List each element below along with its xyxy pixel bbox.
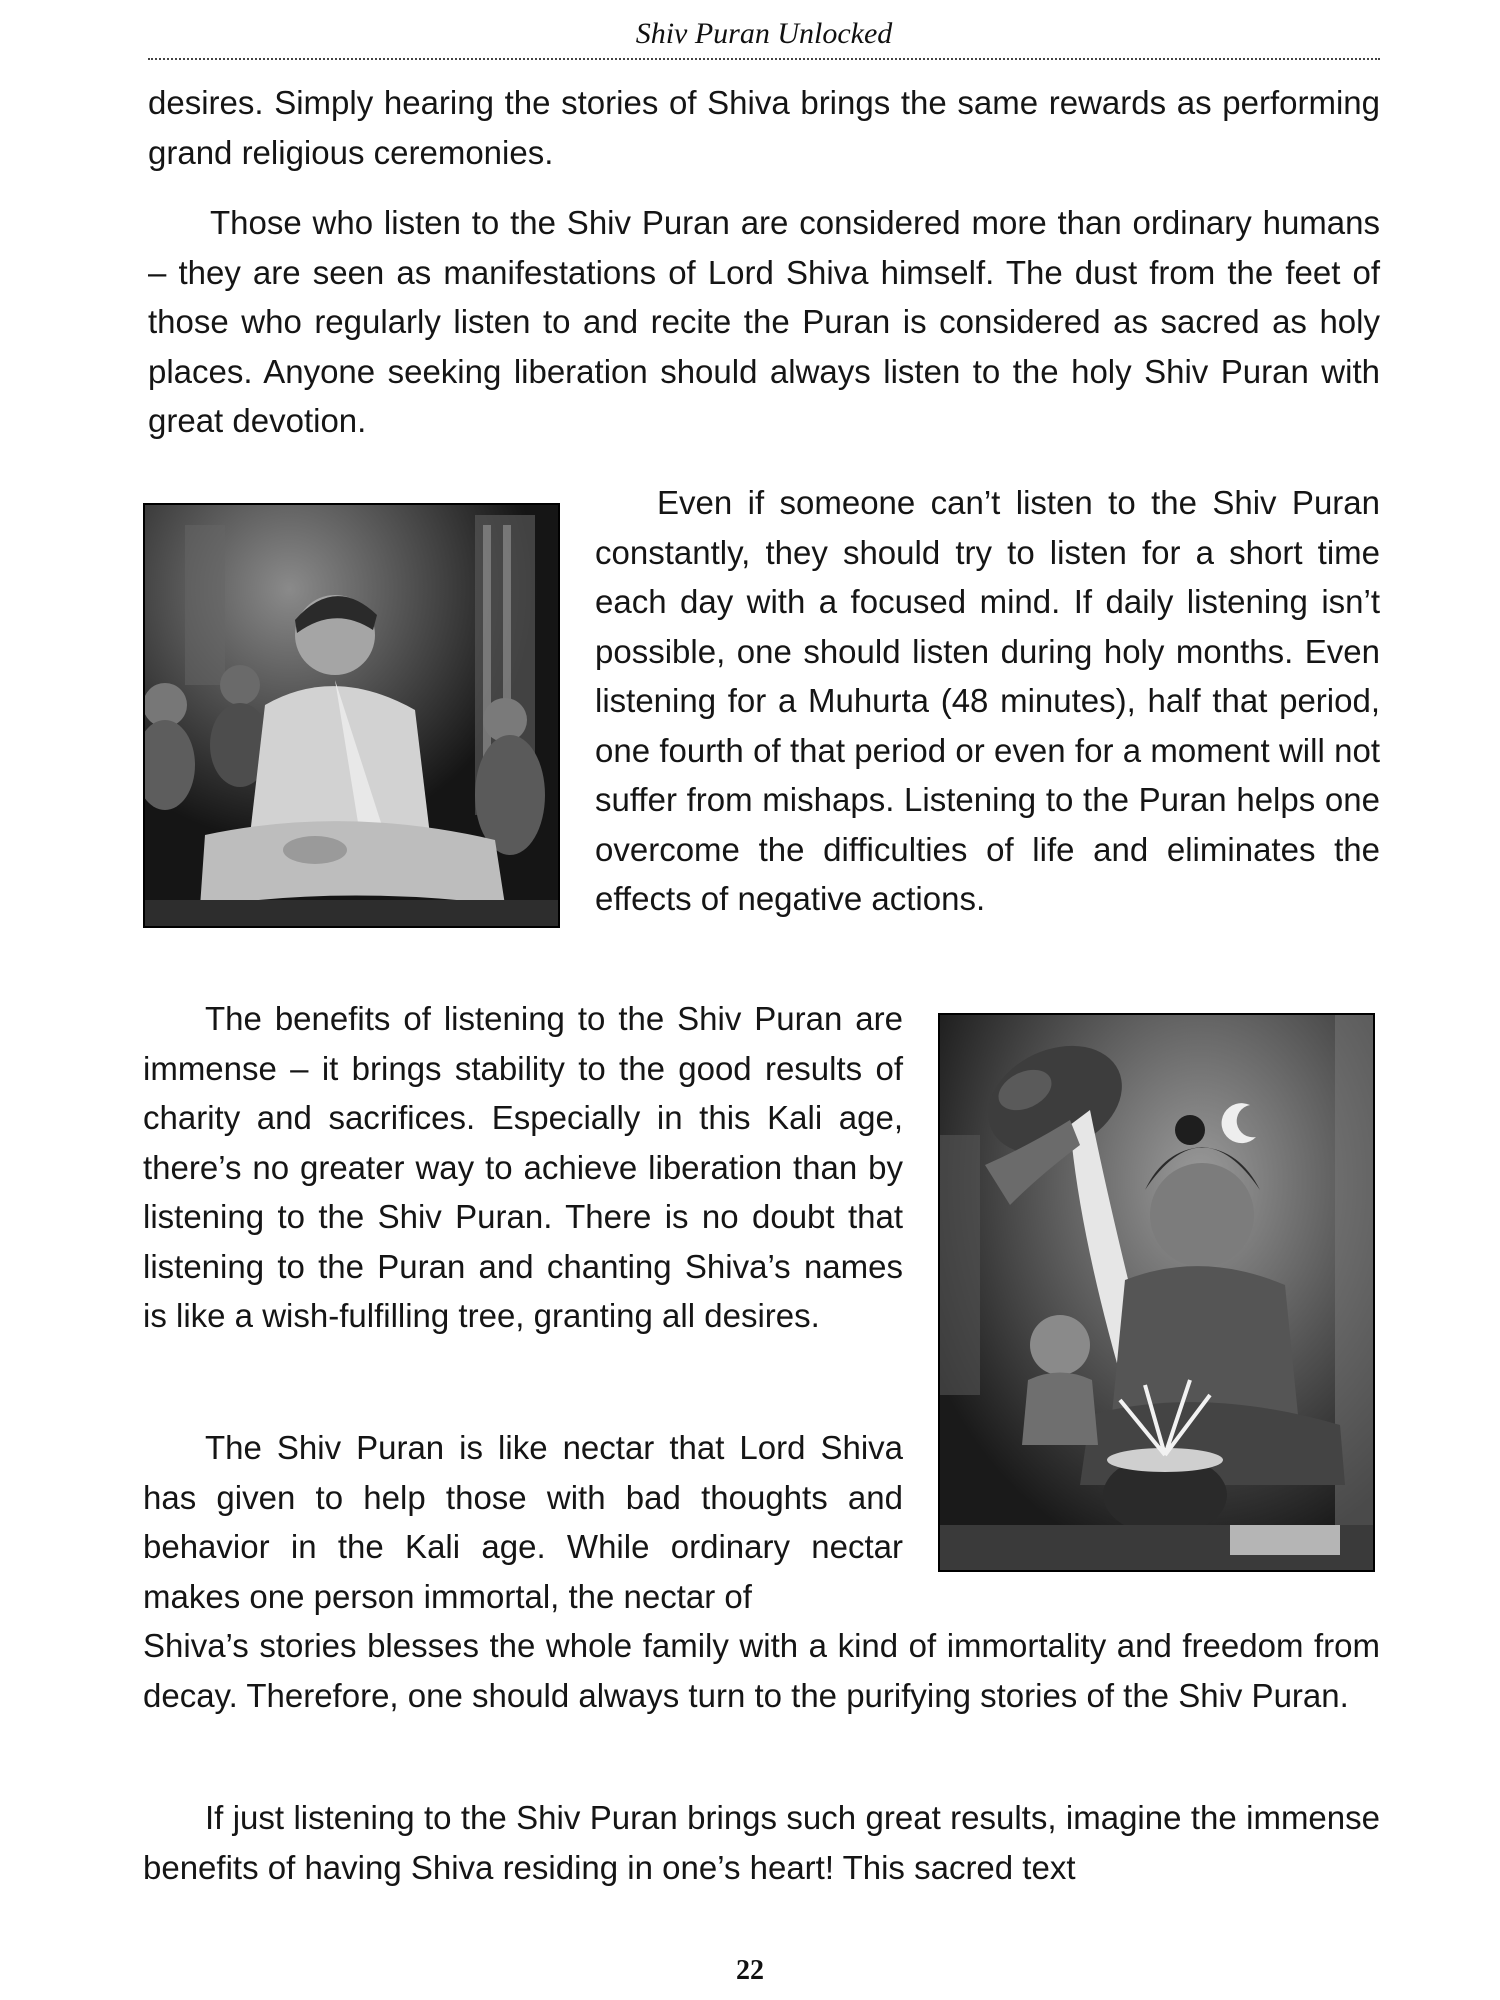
paragraph-benefits-immense: The benefits of listening to the Shiv Puran are immense – it brings stability to the good results of charity and sacrifices. Especially in this Kali age, there’s no greater way to achieve liberation than by listening to the Shiv Puran. There is no doubt that listening to the Puran and chanting Shiva’s names is like a wish-fulfilling tree, granting all desires. <box>143 1000 903 1334</box>
paragraph-nectar-part-2: Shiva’s stories blesses the whole family with a kind of immortality and freedom from decay. Therefore, one should always turn to the purifying stories of the Shiv Puran. <box>143 1627 1380 1714</box>
header-dotted-rule <box>148 58 1380 60</box>
paragraph-continued: desires. Simply hearing the stories of Shiva brings the same rewards as performing grand religious ceremonies. <box>148 84 1380 171</box>
paragraph-nectar-part-1: The Shiv Puran is like nectar that Lord Shiva has given to help those with bad thoughts and behavior in the Kali age. While ordinary nectar makes one person immortal, the nectar of <box>143 1429 903 1615</box>
listeners-illustration-art <box>145 505 558 926</box>
illustration-shiva-pouring-water <box>938 1013 1375 1572</box>
paragraph-listen-daily: Even if someone can’t listen to the Shiv Puran constantly, they should try to listen for a short time each day with a focused mind. If daily listening isn’t possible, one should listen during holy months. Even listening for a Muhurta (48 minutes), half that period, one fourth of that period or even for a moment will not suffer from mishaps. Listening to the Puran helps one overcome the difficulties of life and eliminates the effects of negative actions. <box>595 484 1380 917</box>
shiva-illustration-art <box>940 1015 1373 1570</box>
illustration-listeners-in-temple <box>143 503 560 928</box>
paragraph-shiva-in-heart: If just listening to the Shiv Puran brings such great results, imagine the immense benefits of having Shiva residing in one’s heart! This sacred text <box>143 1799 1380 1886</box>
page-number: 22 <box>736 1955 764 1986</box>
running-head-title: Shiv Puran Unlocked <box>635 17 893 50</box>
paragraph-listeners-manifestations: Those who listen to the Shiv Puran are considered more than ordinary humans – they are seen as manifestations of Lord Shiva himself. The dust from the feet of those who regularly listen to and recite the Puran is considered as sacred as holy places. Anyone seeking liberation should always listen to the holy Shiv Puran with great devotion. <box>148 204 1380 439</box>
